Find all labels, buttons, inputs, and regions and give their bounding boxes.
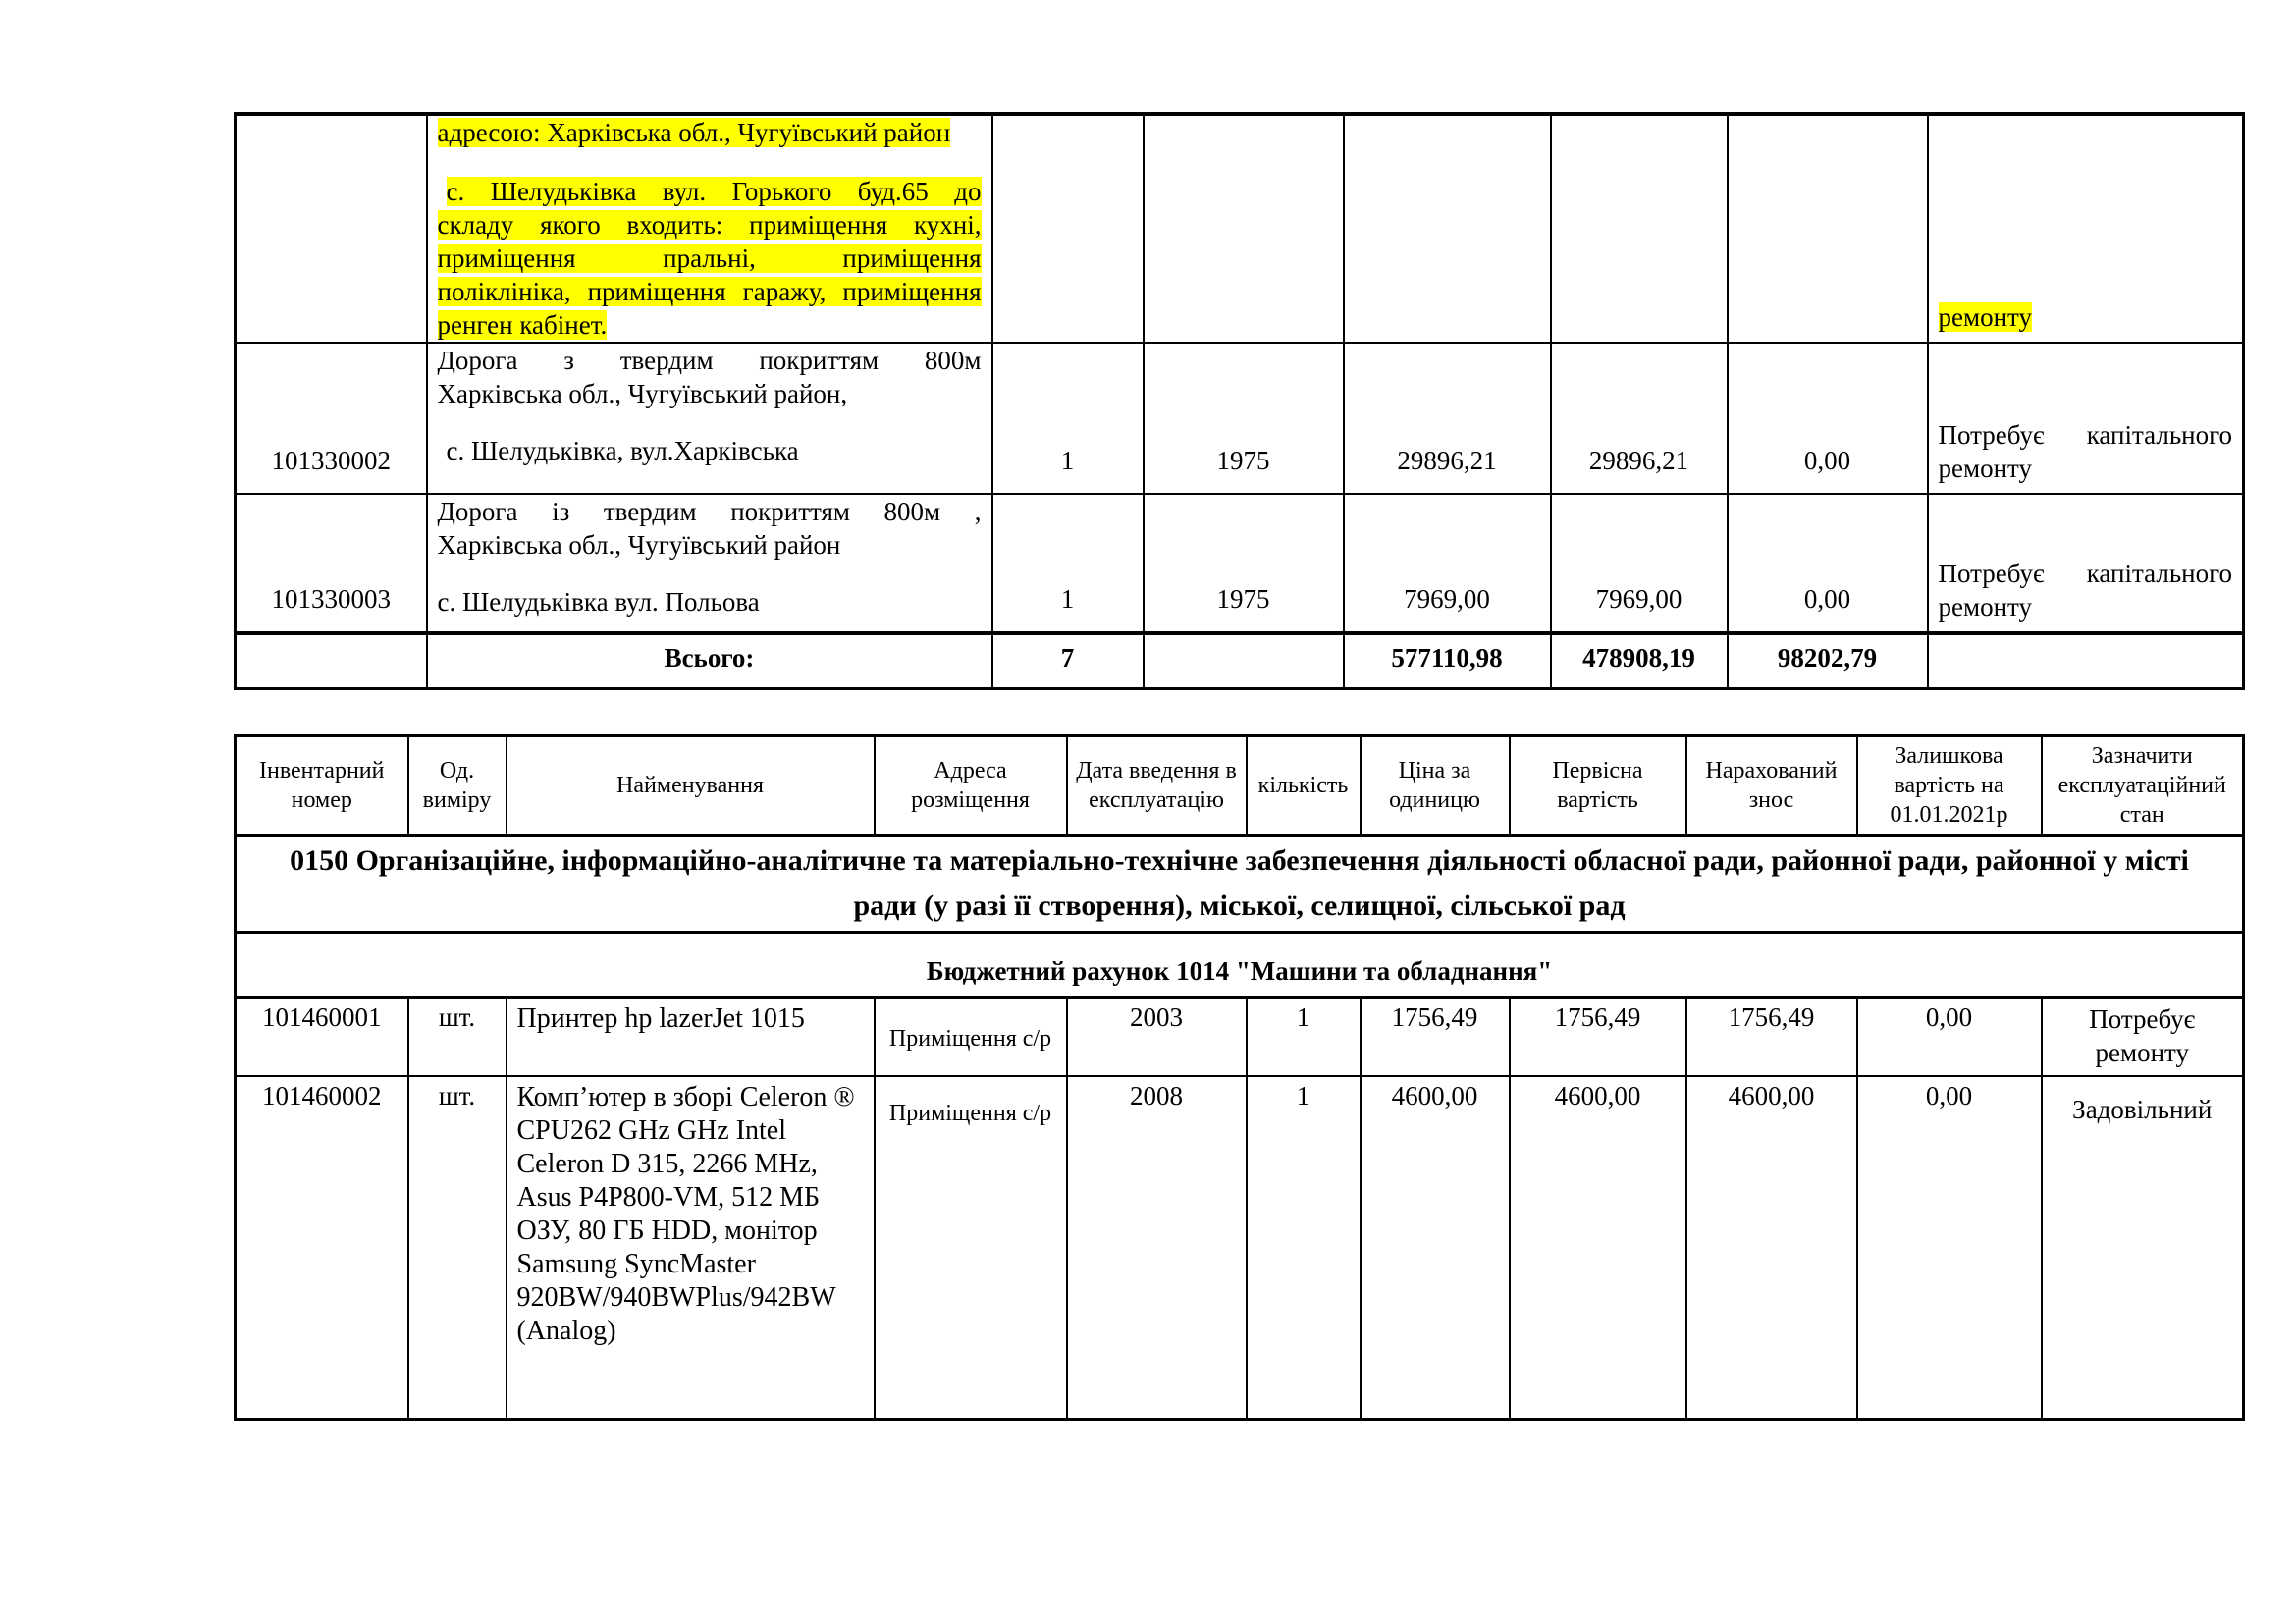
highlighted-line — [438, 116, 982, 149]
unit-cell: шт. — [408, 998, 507, 1076]
street-line: с. Шелудьківка, вул.Харківська — [446, 436, 799, 465]
continued-assets-table — [234, 112, 2245, 690]
col-header-accrued-wear: Нарахований знос — [1686, 736, 1857, 836]
wear-cell: 4600,00 — [1686, 1076, 1857, 1420]
highlighted-line — [438, 308, 982, 342]
quantity-cell: 1 — [992, 343, 1144, 494]
inv-cell — [236, 114, 427, 343]
wear-cell — [1728, 114, 1928, 343]
col-header-quantity: кількість — [1247, 736, 1361, 836]
highlighted-line — [438, 242, 982, 275]
quantity-cell — [992, 114, 1144, 343]
highlighted-text: с. Шелудьківка вул. Горького буд.65 до — [446, 177, 982, 206]
table-row — [236, 343, 2244, 494]
section-heading-row — [236, 836, 2244, 933]
quantity-cell: 1 — [1247, 1076, 1361, 1420]
street-line: с. Шелудьківка вул. Польова — [437, 587, 760, 617]
col-header-commission-date: Дата введення в експлуатацію — [1067, 736, 1247, 836]
highlighted-text: адресою: Харківська обл., Чугуївський район — [437, 118, 951, 147]
name-cell: Принтер hp lazerJet 1015 — [507, 998, 875, 1076]
initial-cost-cell: 7969,00 — [1551, 494, 1728, 633]
table-row — [236, 494, 2244, 633]
col-header-unit-price: Ціна за одиницю — [1361, 736, 1510, 836]
desc-line: Дорога із твердим покриттям 800м , — [437, 497, 982, 526]
year-cell — [1144, 114, 1344, 343]
condition-cell: Потребує ремонту — [2042, 998, 2244, 1076]
col-header-inventory-number: Інвентарний номер — [236, 736, 408, 836]
totals-label-cell: Всього: — [427, 633, 992, 688]
price-cell: 29896,21 — [1344, 343, 1551, 494]
totals-quantity-cell: 7 — [992, 633, 1144, 688]
condition-line: Потребує капітального — [1938, 559, 2232, 588]
name-cell: Комп’ютер в зборі Celeron ® CPU262 GHz GHz Intel Celeron D 315, 2266 MHz, Asus P4P800-VM, 512 МБ ОЗУ, 80 ГБ HDD, монітор Samsung SyncMaster 920BW/940BWPlus/942BW (Analog) — [507, 1076, 875, 1420]
col-header-residual-value: Залишкова вартість на 01.01.2021р — [1857, 736, 2042, 836]
condition-cell — [1928, 343, 2244, 494]
description-cell — [427, 114, 992, 343]
highlighted-line — [438, 175, 982, 208]
table-row-continuation — [236, 114, 2244, 343]
highlighted-line — [438, 208, 982, 242]
wear-cell: 0,00 — [1728, 494, 1928, 633]
condition-line: ремонту — [1938, 592, 2032, 622]
highlighted-line — [438, 275, 982, 308]
initial-cost-cell: 1756,49 — [1510, 998, 1686, 1076]
address-cell: Приміщення с/р — [875, 1076, 1067, 1420]
section-heading: 0150 Організаційне, інформаційно-аналітичне та матеріально-технічне забезпечення діяльності обласної ради, районної ради, районної у місті ради (у разі її створення), міської, селищної, сільської рад — [236, 836, 2244, 933]
description-cell — [427, 494, 992, 633]
col-header-initial-cost: Первісна вартість — [1510, 736, 1686, 836]
table-row — [236, 1076, 2244, 1420]
description-cell — [427, 343, 992, 494]
residual-value-cell: 0,00 — [1857, 1076, 2042, 1420]
year-cell — [1144, 633, 1344, 688]
inv-cell: 101460002 — [236, 1076, 408, 1420]
highlighted-text: ремонту — [1938, 302, 2032, 332]
highlighted-text: ренген кабінет. — [437, 310, 608, 340]
initial-cost-cell: 29896,21 — [1551, 343, 1728, 494]
table-row — [236, 998, 2244, 1076]
col-header-unit: Од. виміру — [408, 736, 507, 836]
condition-cell — [1928, 633, 2244, 688]
totals-row — [236, 633, 2244, 688]
col-header-name: Найменування — [507, 736, 875, 836]
totals-price-cell: 577110,98 — [1344, 633, 1551, 688]
initial-cost-cell: 4600,00 — [1510, 1076, 1686, 1420]
condition-line: Потребує капітального — [1938, 420, 2232, 450]
header-row — [236, 736, 2244, 836]
quantity-cell: 1 — [1247, 998, 1361, 1076]
desc-line: Дорога з твердим покриттям 800м — [437, 346, 982, 375]
year-cell: 1975 — [1144, 494, 1344, 633]
unit-cell: шт. — [408, 1076, 507, 1420]
budget-account-row — [236, 933, 2244, 998]
quantity-cell: 1 — [992, 494, 1144, 633]
highlighted-text: приміщення пральні, приміщення — [437, 244, 982, 273]
price-cell: 1756,49 — [1361, 998, 1510, 1076]
initial-cost-cell — [1551, 114, 1728, 343]
highlighted-text: складу якого входить: приміщення кухні, — [437, 210, 982, 240]
date-cell: 2008 — [1067, 1076, 1247, 1420]
date-cell: 2003 — [1067, 998, 1247, 1076]
inv-cell: 101330003 — [236, 494, 427, 633]
condition-cell — [1928, 114, 2244, 343]
price-cell: 4600,00 — [1361, 1076, 1510, 1420]
condition-cell — [1928, 494, 2244, 633]
desc-line: Харківська обл., Чугуївський район — [437, 530, 841, 560]
desc-line: Харківська обл., Чугуївський район, — [437, 379, 848, 408]
totals-initial-cost-cell: 478908,19 — [1551, 633, 1728, 688]
inv-cell: 101460001 — [236, 998, 408, 1076]
totals-wear-cell: 98202,79 — [1728, 633, 1928, 688]
residual-value-cell: 0,00 — [1857, 998, 2042, 1076]
col-header-address: Адреса розміщення — [875, 736, 1067, 836]
wear-cell: 1756,49 — [1686, 998, 1857, 1076]
col-header-operational-state: Зазначити експлуатаційний стан — [2042, 736, 2244, 836]
year-cell: 1975 — [1144, 343, 1344, 494]
condition-line: ремонту — [1938, 454, 2032, 483]
inv-cell: 101330002 — [236, 343, 427, 494]
price-cell: 7969,00 — [1344, 494, 1551, 633]
inv-cell — [236, 633, 427, 688]
condition-cell: Задовільний — [2042, 1076, 2244, 1420]
machines-equipment-table — [234, 734, 2245, 1421]
highlighted-text: поліклініка, приміщення гаражу, приміщення — [437, 277, 982, 306]
address-cell: Приміщення с/р — [875, 998, 1067, 1076]
price-cell — [1344, 114, 1551, 343]
wear-cell: 0,00 — [1728, 343, 1928, 494]
budget-account-heading: Бюджетний рахунок 1014 "Машини та обладнання" — [236, 933, 2244, 998]
